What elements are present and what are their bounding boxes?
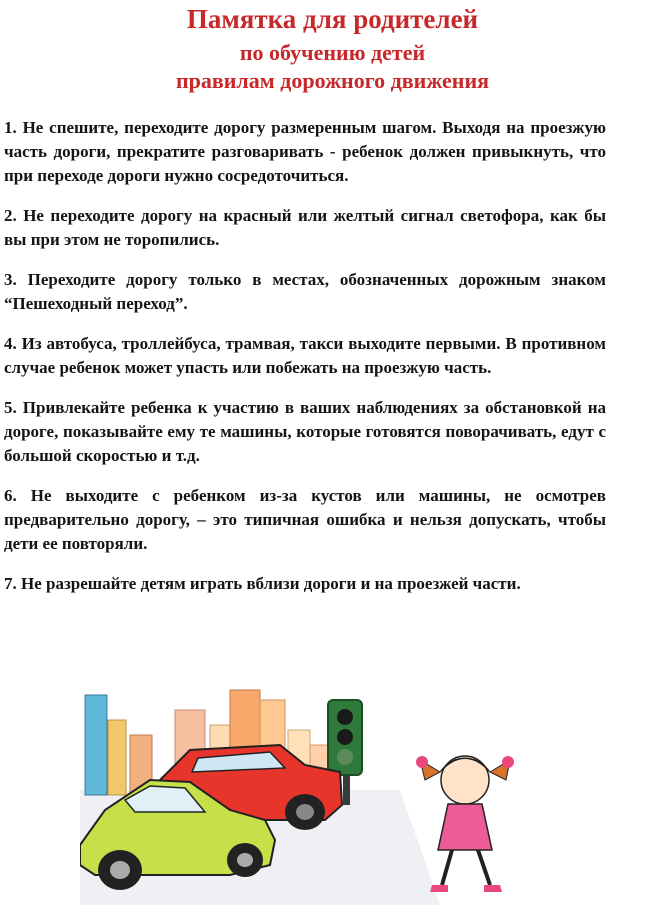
rule-item-3: 3. Переходите дорогу только в местах, обозначенных дорожным знаком “Пешеходный переход”. [4,270,606,313]
rules-list [4,116,606,612]
rule-item-1: 1. Не спешите, переходите дорогу размеренным шагом. Выходя на проезжую часть дороги, прекратите разговаривать - ребенок должен привыкнуть, что при переходе дороги нужно сосредоточиться. [4,118,606,185]
title-line-1: Памятка для родителей [186,4,479,34]
rule-item-5: 5. Привлекайте ребенка к участию в ваших наблюдениях за обстановкой на дороге, показывайте ему те машины, которые готовятся поворачивать, едут с большой скоростью и т.д. [4,398,606,465]
rule-item-6: 6. Не выходите с ребенком из-за кустов или машины, не осмотрев предварительно дорогу, – это типичная ошибка и нельзя допускать, чтобы дети ее повторяли. [4,486,606,553]
girl-running-icon [416,756,514,892]
title-line-3: правилам дорожного движения [175,68,490,93]
rule-item-7: 7. Не разрешайте детям играть вблизи дороги и на проезжей части. [4,574,521,593]
title-line-2: по обучению детей [239,40,426,65]
street-illustration [80,680,590,905]
rule-item-2: 2. Не переходите дорогу на красный или желтый сигнал светофора, как бы вы при этом не торопились. [4,206,606,249]
rule-item-4: 4. Из автобуса, троллейбуса, трамвая, такси выходите первыми. В противном случае ребенок может упасть или побежать на проезжую часть. [4,334,606,377]
